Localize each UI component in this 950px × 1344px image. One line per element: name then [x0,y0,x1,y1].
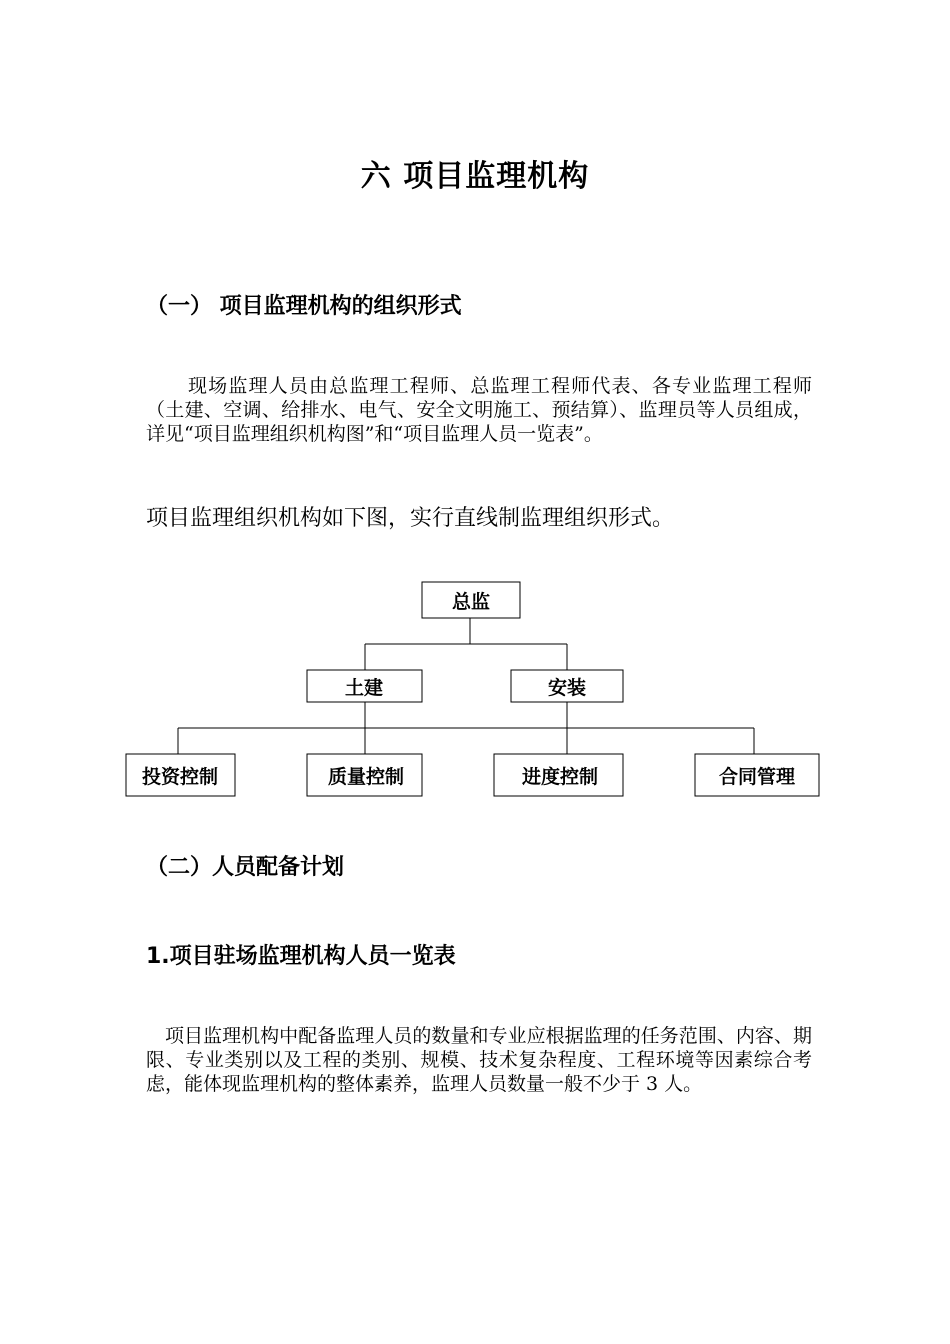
org-node-investment-control [126,754,235,796]
org-node-schedule-control-label: 进度控制 [521,766,599,788]
org-chart-connectors [178,618,754,754]
org-node-installation-label: 安装 [547,677,587,699]
subsection-heading-staff-list: 1.项目驻场监理机构人员一览表 [146,944,456,969]
section-heading-organization-form: （一） 项目监理机构的组织形式 [146,294,462,319]
org-node-installation [511,670,623,702]
org-chart-intro: 项目监理组织机构如下图，实行直线制监理组织形式。 [146,506,675,531]
org-node-schedule-control [494,754,623,796]
org-node-civil [307,670,422,702]
org-node-civil-label: 土建 [344,677,384,699]
org-node-contract-management-label: 合同管理 [718,766,796,788]
org-chart [0,570,950,810]
organization-paragraph: 现场监理人员由总监理工程师、总监理工程师代表、各专业监理工程师（土建、空调、给排水、电气、安全文明施工、预结算）、监理员等人员组成，详见“项目监理组织机构图”和“项目监理人员一览表”。 [146,375,812,445]
staffing-paragraph: 项目监理机构中配备监理人员的数量和专业应根据监理的任务范围、内容、期限、专业类别以及工程的类别、规模、技术复杂程度、工程环境等因素综合考虑，能体现监理机构的整体素养，监理人员数量一般不少于 3 人。 [146,1025,812,1095]
org-node-contract-management [695,754,819,796]
section-heading-staffing-plan: （二）人员配备计划 [146,855,345,880]
org-node-quality-control-label: 质量控制 [327,766,405,788]
org-node-director [422,582,520,618]
org-node-investment-control-label: 投资控制 [141,766,219,788]
org-node-director-label: 总监 [451,591,491,613]
page-title: 六 项目监理机构 [360,159,590,194]
org-node-quality-control [307,754,422,796]
